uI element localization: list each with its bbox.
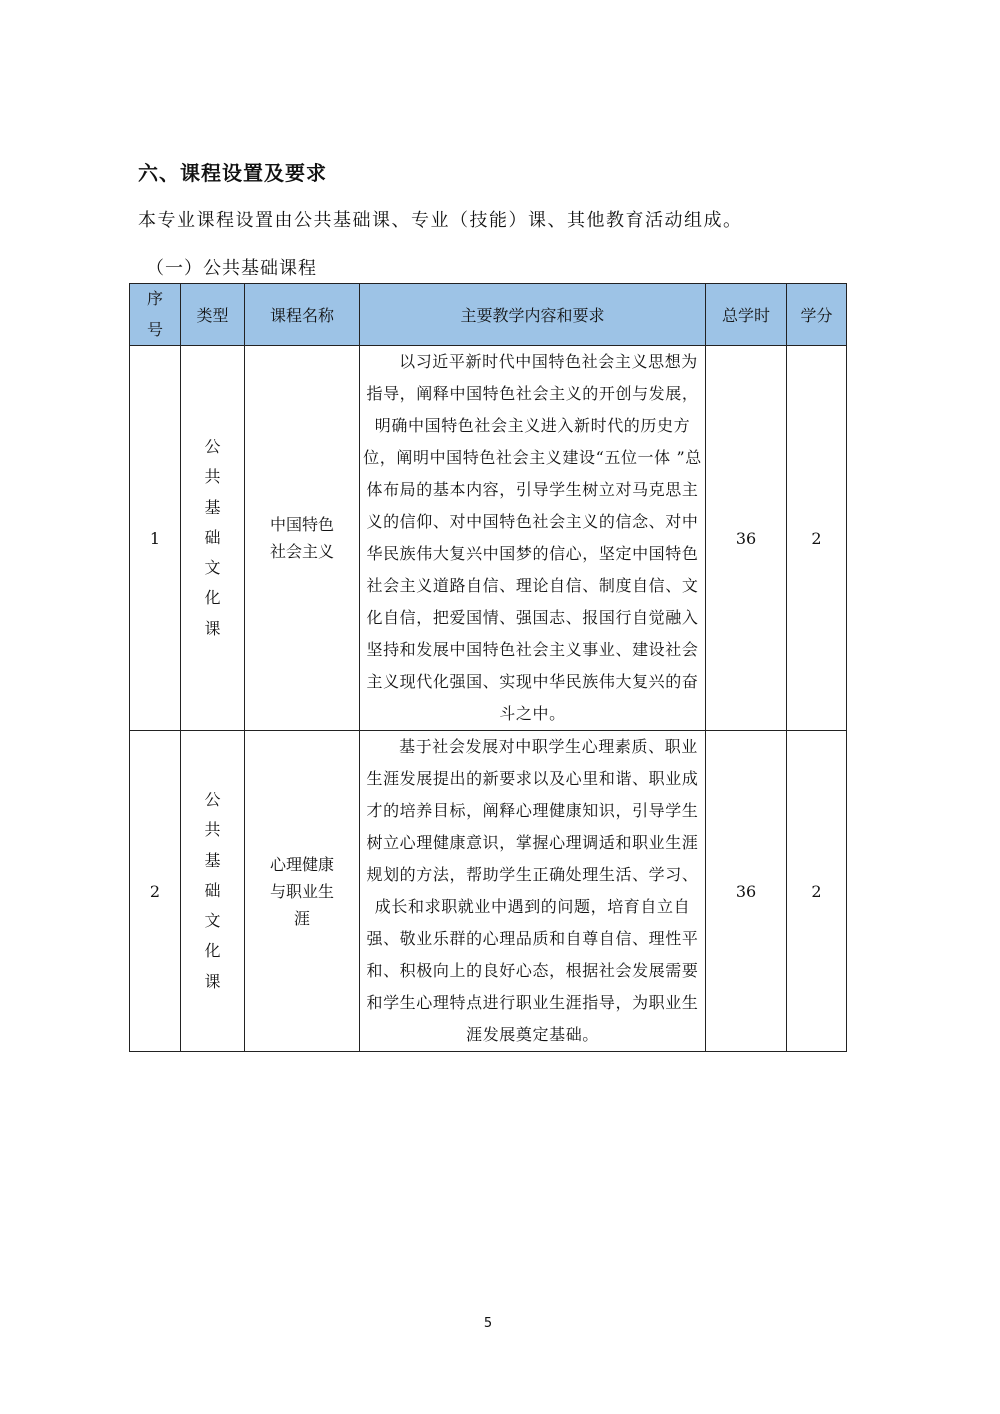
table-row (130, 346, 847, 731)
row-content: 以习近平新时代中国特色社会主义思想为指导，阐释中国特色社会主义的开创与发展，明确中国特色社会主义进入新时代的历史方位，阐明中国特色社会主义建设“五位一体 ”总体布局的基本内容，引导学生树立对马克思主义的信仰、对中国特色社会主义的信念、对中华民族伟大复兴中国梦的信心，坚定中国特色社会主义道路自信、理论自信、制度自信、文化自信，把爱国情、强国志、报国行自觉融入坚持和发展中国特色社会主义事业、建设社会主义现代化强国、实现中华民族伟大复兴的奋斗之中。 (360, 346, 706, 731)
row-course-name: 中国特色社会主义 (245, 346, 360, 731)
row-type: 公共基础文化课 (181, 731, 245, 1052)
row-credits: 2 (787, 731, 847, 1052)
row-content: 基于社会发展对中职学生心理素质、职业生涯发展提出的新要求以及心里和谐、职业成才的培养目标，阐释心理健康知识，引导学生树立心理健康意识，掌握心理调适和职业生涯规划的方法，帮助学生正确处理生活、学习、成长和求职就业中遇到的问题，培育自立自强、敬业乐群的心理品质和自尊自信、理性平和、积极向上的良好心态，根据社会发展需要和学生心理特点进行职业生涯指导，为职业生涯发展奠定基础。 (360, 731, 706, 1052)
row-hours: 36 (706, 346, 787, 731)
header-credits: 学分 (787, 284, 847, 346)
row-hours: 36 (706, 731, 787, 1052)
header-hours: 总学时 (706, 284, 787, 346)
page-number: 5 (483, 1316, 493, 1331)
header-index: 序号 (130, 284, 181, 346)
table-row (130, 731, 847, 1052)
header-type: 类型 (181, 284, 245, 346)
section-title: 六、课程设置及要求 (138, 161, 327, 185)
intro-paragraph: 本专业课程设置由公共基础课、专业（技能）课、其他教育活动组成。 (138, 210, 743, 231)
header-course-name: 课程名称 (245, 284, 360, 346)
subsection-title: （一）公共基础课程 (146, 258, 317, 279)
row-course-name: 心理健康与职业生涯 (245, 731, 360, 1052)
row-index: 2 (130, 731, 181, 1052)
course-table (129, 283, 847, 1052)
table-header-row (130, 284, 847, 346)
row-credits: 2 (787, 346, 847, 731)
header-content: 主要教学内容和要求 (360, 284, 706, 346)
row-type: 公共基础文化课 (181, 346, 245, 731)
row-index: 1 (130, 346, 181, 731)
